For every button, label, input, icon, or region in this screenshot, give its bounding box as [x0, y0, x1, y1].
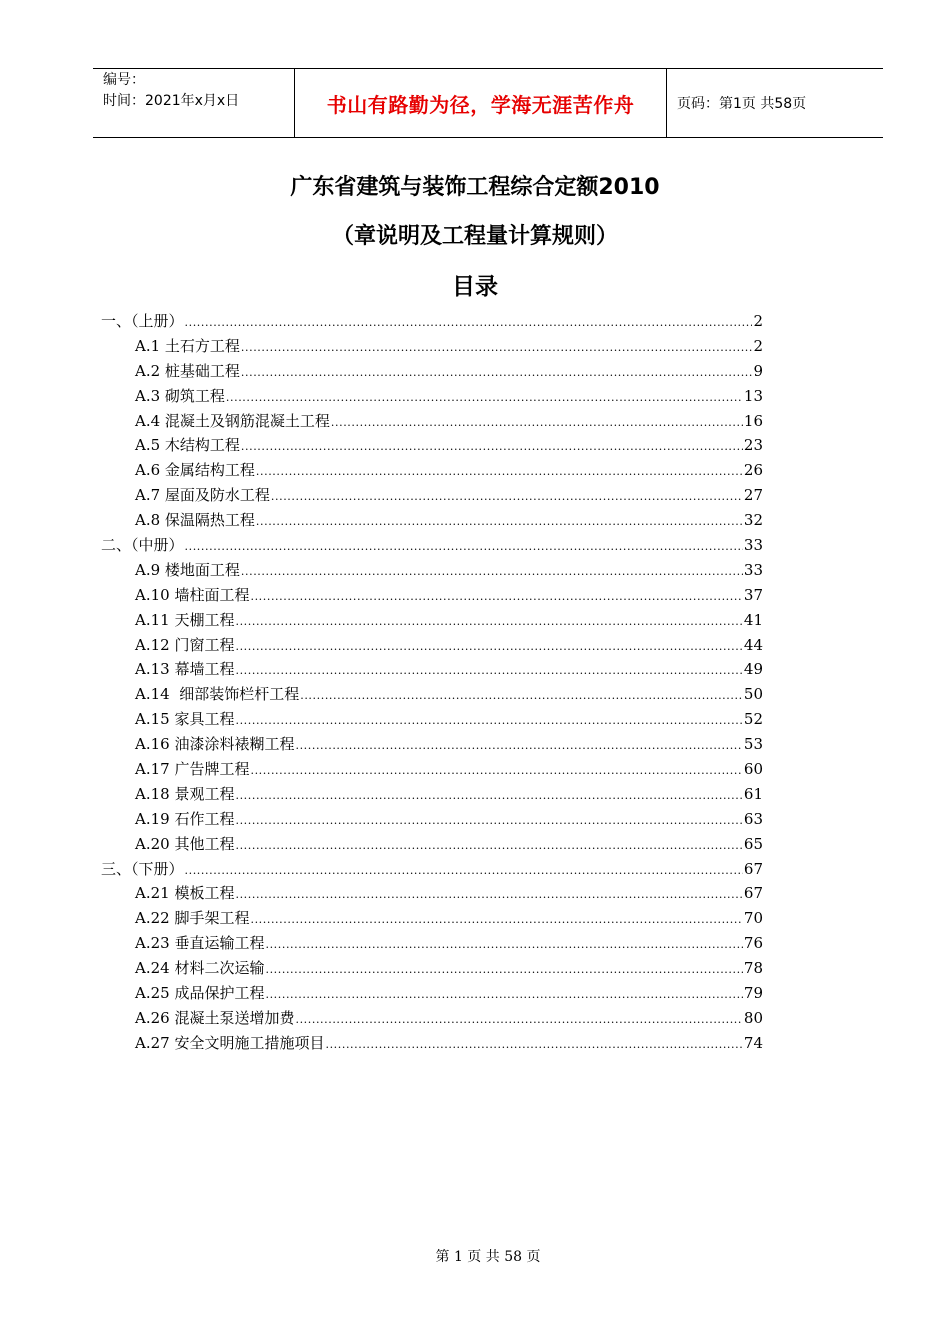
toc-entry[interactable] — [101, 633, 763, 658]
toc-entry-label: A.23 垂直运输工程 — [135, 934, 265, 953]
toc-entry-label: A.13 幕墙工程 — [135, 660, 235, 679]
toc-entry-page: 61 — [743, 784, 763, 803]
toc-entry-page: 67 — [743, 859, 763, 878]
toc-entry[interactable] — [101, 732, 763, 757]
toc-heading: 目录 — [452, 274, 498, 300]
table-of-contents — [101, 309, 763, 1056]
toc-dot-leader — [226, 386, 743, 411]
toc-entry-page: 49 — [743, 660, 763, 679]
toc-entry-label: A.7 屋面及防水工程 — [135, 486, 270, 505]
toc-dot-leader — [265, 958, 742, 983]
toc-entry[interactable] — [101, 707, 763, 732]
toc-entry[interactable] — [101, 433, 763, 458]
toc-entry[interactable] — [101, 409, 763, 434]
toc-entry-page: 79 — [743, 984, 763, 1003]
toc-dot-leader — [235, 610, 742, 635]
toc-dot-leader — [235, 635, 742, 660]
toc-entry-label: A.6 金属结构工程 — [135, 461, 255, 480]
toc-entry-page: 37 — [743, 585, 763, 604]
toc-entry-label: A.14 细部装饰栏杆工程 — [135, 685, 300, 704]
toc-entry-label: A.20 其他工程 — [135, 834, 235, 853]
toc-dot-leader — [250, 908, 742, 933]
toc-entry-label: A.22 脚手架工程 — [135, 909, 250, 928]
toc-dot-leader — [185, 311, 753, 336]
toc-entry-page: 60 — [743, 760, 763, 779]
toc-dot-leader — [325, 1033, 742, 1058]
header-page-info: 页码：第1页 共58页 — [677, 96, 807, 112]
toc-entry-label: A.18 景观工程 — [135, 784, 235, 803]
toc-entry-page: 23 — [743, 436, 763, 455]
toc-entry-label: A.9 楼地面工程 — [135, 560, 240, 579]
toc-entry[interactable] — [101, 881, 763, 906]
toc-dot-leader — [185, 859, 743, 884]
toc-entry-label: A.8 保温隔热工程 — [135, 511, 255, 530]
toc-entry-label: A.1 土石方工程 — [135, 336, 240, 355]
toc-entry-label: 二、（中册） — [101, 536, 184, 555]
time-label: 时间：2021年x月x日 — [103, 93, 240, 109]
toc-entry-page: 70 — [743, 909, 763, 928]
toc-entry-page: 26 — [743, 461, 763, 480]
toc-entry[interactable] — [101, 334, 763, 359]
header-meta — [93, 69, 294, 137]
page-header — [93, 68, 883, 138]
toc-entry-page: 41 — [743, 610, 763, 629]
toc-entry-page: 78 — [743, 959, 763, 978]
toc-entry[interactable] — [101, 857, 763, 882]
toc-entry-page: 2 — [753, 336, 763, 355]
toc-entry-label: A.5 木结构工程 — [135, 436, 240, 455]
toc-dot-leader — [256, 510, 743, 535]
toc-dot-leader — [235, 709, 742, 734]
document-title: 广东省建筑与装饰工程综合定额2010 — [290, 175, 660, 200]
toc-entry-page: 33 — [743, 560, 763, 579]
toc-dot-leader — [295, 734, 742, 759]
toc-dot-leader — [235, 809, 742, 834]
toc-dot-leader — [265, 983, 742, 1008]
toc-entry-label: A.4 混凝土及钢筋混凝土工程 — [135, 411, 330, 430]
toc-entry[interactable] — [101, 757, 763, 782]
toc-entry-label: A.12 门窗工程 — [135, 635, 235, 654]
toc-entry-label: A.25 成品保护工程 — [135, 984, 265, 1003]
number-label: 编号： — [103, 72, 145, 88]
toc-dot-leader — [235, 883, 742, 908]
toc-entry[interactable] — [101, 931, 763, 956]
toc-entry[interactable] — [101, 608, 763, 633]
toc-entry[interactable] — [101, 956, 763, 981]
toc-entry-label: A.10 墙柱面工程 — [135, 585, 250, 604]
toc-entry-page: 80 — [743, 1008, 763, 1027]
toc-entry-label: A.19 石作工程 — [135, 809, 235, 828]
toc-entry[interactable] — [101, 583, 763, 608]
toc-entry[interactable] — [101, 558, 763, 583]
toc-entry-page: 53 — [743, 735, 763, 754]
toc-dot-leader — [331, 411, 743, 436]
header-motto: 书山有路勤为径，学海无涯苦作舟 — [294, 69, 667, 137]
toc-dot-leader — [185, 535, 743, 560]
toc-entry[interactable] — [101, 807, 763, 832]
toc-dot-leader — [265, 933, 742, 958]
toc-entry[interactable] — [101, 657, 763, 682]
toc-entry[interactable] — [101, 508, 763, 533]
toc-entry-label: A.16 油漆涂料裱糊工程 — [135, 735, 295, 754]
toc-entry-label: A.15 家具工程 — [135, 710, 235, 729]
toc-entry[interactable] — [101, 458, 763, 483]
toc-entry[interactable] — [101, 682, 763, 707]
toc-entry[interactable] — [101, 906, 763, 931]
toc-dot-leader — [271, 485, 743, 510]
toc-entry-label: A.11 天棚工程 — [135, 610, 235, 629]
page-footer: 第 1 页 共 58 页 — [435, 1249, 541, 1265]
toc-entry-label: A.2 桩基础工程 — [135, 361, 240, 380]
toc-dot-leader — [241, 336, 753, 361]
toc-dot-leader — [250, 585, 742, 610]
toc-entry-label: 一、（上册） — [101, 312, 184, 330]
toc-entry-page: 2 — [753, 312, 763, 330]
toc-entry-page: 16 — [743, 411, 763, 430]
toc-dot-leader — [241, 560, 743, 585]
toc-entry-page: 33 — [743, 536, 763, 555]
toc-dot-leader — [235, 659, 742, 684]
toc-entry[interactable] — [101, 981, 763, 1006]
toc-dot-leader — [256, 460, 743, 485]
toc-entry-page: 13 — [743, 386, 763, 405]
toc-dot-leader — [250, 759, 742, 784]
toc-entry[interactable] — [101, 384, 763, 409]
toc-dot-leader — [235, 834, 742, 859]
toc-entry-page: 32 — [743, 511, 763, 530]
toc-entry[interactable] — [101, 359, 763, 384]
toc-entry-page: 65 — [743, 834, 763, 853]
toc-entry-page: 44 — [743, 635, 763, 654]
toc-entry[interactable] — [101, 832, 763, 857]
document-subtitle: （章说明及工程量计算规则） — [331, 224, 618, 249]
toc-entry-page: 52 — [743, 710, 763, 729]
toc-entry-label: A.3 砌筑工程 — [135, 386, 225, 405]
toc-entry-label: A.17 广告牌工程 — [135, 760, 250, 779]
toc-dot-leader — [241, 435, 743, 460]
toc-entry-label: A.24 材料二次运输 — [135, 959, 265, 978]
toc-entry-page: 27 — [743, 486, 763, 505]
toc-entry-page: 63 — [743, 809, 763, 828]
toc-entry-page: 76 — [743, 934, 763, 953]
toc-entry-label: A.27 安全文明施工措施项目 — [135, 1033, 325, 1052]
toc-entry[interactable] — [101, 782, 763, 807]
toc-entry-page: 67 — [743, 884, 763, 903]
toc-entry-label: A.26 混凝土泵送增加费 — [135, 1008, 295, 1027]
toc-entry[interactable] — [101, 1006, 763, 1031]
toc-entry-page: 9 — [753, 361, 763, 380]
toc-dot-leader — [235, 784, 742, 809]
toc-dot-leader — [300, 684, 743, 709]
toc-entry[interactable] — [101, 309, 763, 334]
toc-dot-leader — [295, 1008, 742, 1033]
toc-entry-label: A.21 模板工程 — [135, 884, 235, 903]
toc-entry-page: 50 — [743, 685, 763, 704]
toc-entry[interactable] — [101, 533, 763, 558]
toc-entry[interactable] — [101, 1031, 763, 1056]
toc-entry[interactable] — [101, 483, 763, 508]
toc-dot-leader — [241, 361, 753, 386]
toc-entry-page: 74 — [743, 1033, 763, 1052]
toc-entry-label: 三、（下册） — [101, 859, 184, 878]
